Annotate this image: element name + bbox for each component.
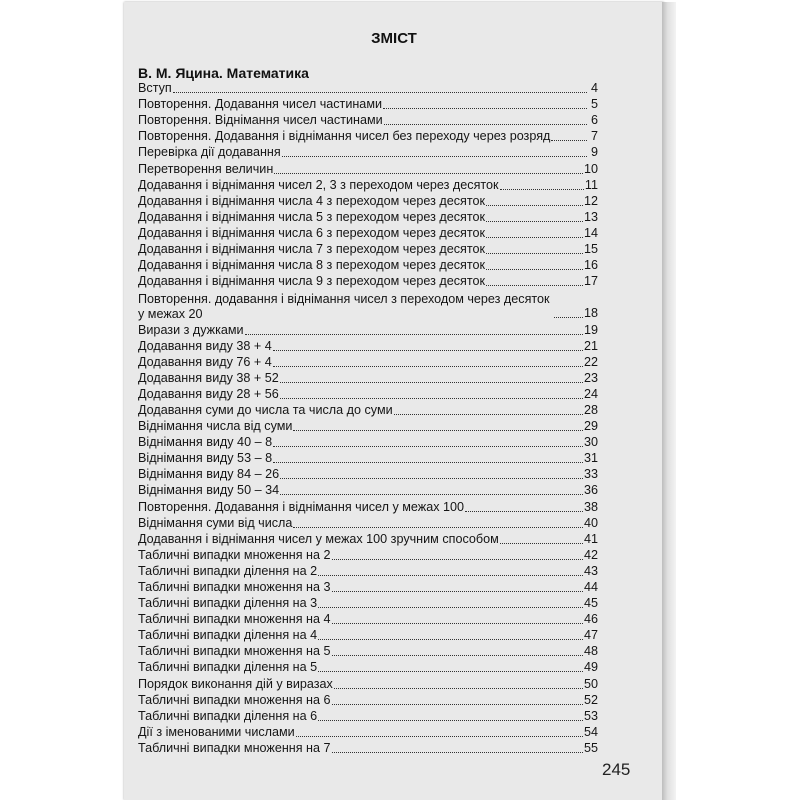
toc-entry-title: Перевірка дії додавання <box>138 145 281 160</box>
toc-entry <box>138 515 598 531</box>
toc-entry-title: Табличні випадки множення на 5 <box>138 644 331 659</box>
toc-entry-page: 15 <box>583 242 598 257</box>
toc-entry <box>138 96 598 112</box>
dot-leader <box>318 607 583 608</box>
toc-entry-title: Додавання і віднімання числа 8 з переходом через десяток <box>138 258 485 273</box>
dot-leader <box>318 671 583 672</box>
dot-leader <box>293 430 583 431</box>
toc-entry-page: 18 <box>583 306 598 321</box>
toc-entry-title: Додавання суми до числа та числа до суми <box>138 402 393 417</box>
toc-entry <box>138 386 598 402</box>
toc-entry-title: Табличні випадки ділення на 3 <box>138 596 318 611</box>
toc-entry-page: 16 <box>583 258 598 273</box>
toc-entry-title: Віднімання суми від числа <box>138 515 293 530</box>
toc-entry-page: 54 <box>583 724 598 739</box>
toc-entry-title: Додавання і віднімання числа 7 з переходом через десяток <box>138 242 485 257</box>
toc-entry <box>138 354 598 370</box>
toc-entry-title: Віднімання виду 84 – 26 <box>138 467 280 482</box>
toc-entry-page: 22 <box>583 354 598 369</box>
toc-entry <box>138 241 598 257</box>
toc-entry <box>138 659 598 675</box>
toc-entry-page: 4 <box>590 81 598 96</box>
toc-entry <box>138 675 598 691</box>
dot-leader <box>282 156 587 157</box>
toc-entry-title: Віднімання виду 53 – 8 <box>138 451 273 466</box>
toc-entry <box>138 128 598 144</box>
dot-leader <box>293 527 583 528</box>
toc-entry-title: Перетворення величин <box>138 161 274 176</box>
toc-entry <box>138 257 598 273</box>
toc-entry <box>138 209 598 225</box>
toc-entry-page: 48 <box>583 644 598 659</box>
toc-entry <box>138 708 598 724</box>
toc-entry-title: Віднімання виду 50 – 34 <box>138 483 280 498</box>
dot-leader <box>551 140 587 141</box>
dot-leader <box>280 382 583 383</box>
toc-entry <box>138 402 598 418</box>
toc-entry-title: Додавання виду 76 + 4 <box>138 354 272 369</box>
dot-leader <box>486 205 583 206</box>
dot-leader <box>332 704 583 705</box>
dot-leader <box>273 462 583 463</box>
dot-leader <box>486 253 583 254</box>
table-of-contents <box>138 80 598 756</box>
toc-entry-title: Додавання і віднімання чисел у межах 100 зручним способом <box>138 531 499 546</box>
dot-leader <box>332 752 583 753</box>
toc-entry-title: Табличні випадки множення на 2 <box>138 547 331 562</box>
toc-entry-title: Повторення. Додавання і віднімання чисел без переходу через розряд <box>138 129 551 144</box>
toc-entry-page: 36 <box>583 483 598 498</box>
toc-entry <box>138 225 598 241</box>
toc-entry <box>138 273 598 289</box>
toc-entry <box>138 627 598 643</box>
dot-leader <box>334 688 583 689</box>
toc-entry-page: 38 <box>583 499 598 514</box>
dot-leader <box>280 478 583 479</box>
dot-leader <box>296 736 583 737</box>
toc-entry-page: 6 <box>590 113 598 128</box>
dot-leader <box>394 414 583 415</box>
toc-entry-title: Табличні випадки множення на 3 <box>138 580 331 594</box>
dot-leader <box>500 543 583 544</box>
toc-entry-page: 29 <box>583 419 598 434</box>
dot-leader <box>280 398 583 399</box>
dot-leader <box>273 446 583 447</box>
toc-entry-title: Вступ <box>138 81 172 96</box>
toc-entry-page: 41 <box>583 531 598 546</box>
toc-entry-page: 44 <box>583 580 598 594</box>
toc-entry <box>138 595 598 611</box>
toc-entry-title: Табличні випадки ділення на 5 <box>138 660 318 675</box>
toc-entry-title: Повторення. Додавання чисел частинами <box>138 97 383 112</box>
dot-leader <box>384 124 587 125</box>
toc-entry-title: Повторення. Додавання і віднімання чисел у межах 100 <box>138 499 465 514</box>
toc-entry-page: 12 <box>583 193 598 208</box>
toc-entry-title: Табличні випадки ділення на 4 <box>138 628 318 643</box>
toc-entry-page: 52 <box>583 692 598 707</box>
toc-entry-title: Порядок виконання дій у виразах <box>138 676 333 691</box>
toc-entry <box>138 531 598 547</box>
toc-entry <box>138 547 598 563</box>
toc-entry-title: Табличні випадки множення на 4 <box>138 612 331 627</box>
toc-entry-page: 43 <box>583 563 598 578</box>
dot-leader <box>332 655 583 656</box>
page-title: ЗМІСТ <box>371 30 417 47</box>
toc-entry <box>138 112 598 128</box>
toc-entry <box>138 177 598 193</box>
toc-entry-title: Додавання виду 38 + 52 <box>138 370 279 385</box>
toc-entry-page: 24 <box>583 386 598 401</box>
dot-leader <box>332 559 583 560</box>
toc-entry-title: Повторення. Віднімання чисел частинами <box>138 113 383 128</box>
toc-entry-title: Віднімання виду 40 – 8 <box>138 435 273 450</box>
toc-entry-title: Повторення. додавання і віднімання чисел з переходом через десяток у межах 20 <box>138 292 550 321</box>
toc-entry <box>138 80 598 96</box>
dot-leader <box>465 511 583 512</box>
toc-entry-title: Табличні випадки множення на 6 <box>138 692 331 707</box>
toc-entry <box>138 498 598 514</box>
toc-entry-title: Додавання виду 28 + 56 <box>138 386 279 401</box>
dot-leader <box>273 366 583 367</box>
toc-entry-title: Табличні випадки ділення на 2 <box>138 563 318 578</box>
page-number: 245 <box>602 760 631 779</box>
toc-entry-title: Додавання і віднімання числа 5 з переходом через десяток <box>138 209 485 224</box>
toc-entry-page: 30 <box>583 435 598 450</box>
toc-entry <box>138 579 598 595</box>
toc-entry-title: Додавання і віднімання числа 4 з переходом через десяток <box>138 193 485 208</box>
toc-entry <box>138 482 598 498</box>
toc-entry-page: 13 <box>583 209 598 224</box>
dot-leader <box>273 350 583 351</box>
toc-entry-page: 53 <box>583 708 598 723</box>
toc-entry-title: Додавання і віднімання числа 6 з переходом через десяток <box>138 225 485 240</box>
toc-entry-page: 40 <box>583 515 598 530</box>
toc-entry-page: 45 <box>583 596 598 611</box>
dot-leader <box>486 269 583 270</box>
toc-entry <box>138 160 598 176</box>
toc-entry-page: 55 <box>583 740 598 755</box>
toc-entry-title: Дії з іменованими числами <box>138 724 295 739</box>
dot-leader <box>554 317 583 318</box>
dot-leader <box>173 92 587 93</box>
dot-leader <box>318 639 583 640</box>
toc-entry-page: 19 <box>583 322 598 337</box>
toc-entry-page: 17 <box>583 274 598 289</box>
toc-entry-page: 14 <box>583 225 598 240</box>
page-edge <box>662 2 676 800</box>
toc-entry-page: 33 <box>583 467 598 482</box>
dot-leader <box>274 173 583 174</box>
toc-entry <box>138 563 598 579</box>
toc-entry <box>138 643 598 659</box>
toc-entry <box>138 450 598 466</box>
toc-entry-page: 7 <box>590 129 598 144</box>
toc-entry <box>138 321 598 337</box>
toc-entry <box>138 434 598 450</box>
toc-entry-page: 9 <box>590 145 598 160</box>
toc-entry-page: 11 <box>584 177 598 192</box>
section-heading: В. М. Яцина. Математика <box>138 65 309 81</box>
toc-entry <box>138 289 598 321</box>
toc-entry-title: Вирази з дужками <box>138 322 244 337</box>
toc-entry-title: Додавання і віднімання числа 9 з переходом через десяток <box>138 274 485 289</box>
toc-entry-page: 23 <box>583 370 598 385</box>
toc-entry-page: 28 <box>583 402 598 417</box>
toc-entry-title: Додавання виду 38 + 4 <box>138 338 272 353</box>
toc-entry-page: 21 <box>583 338 598 353</box>
dot-leader <box>332 623 583 624</box>
dot-leader <box>245 334 583 335</box>
dot-leader <box>486 237 583 238</box>
toc-entry <box>138 144 598 160</box>
toc-entry-title: Додавання і віднімання чисел 2, 3 з переходом через десяток <box>138 177 499 192</box>
toc-entry <box>138 724 598 740</box>
toc-entry-page: 42 <box>583 547 598 562</box>
dot-leader <box>332 591 583 592</box>
toc-entry <box>138 338 598 354</box>
dot-leader <box>500 189 584 190</box>
dot-leader <box>318 720 583 721</box>
toc-entry-title: Табличні випадки множення на 7 <box>138 740 331 755</box>
toc-entry-page: 5 <box>590 97 598 112</box>
dot-leader <box>383 108 587 109</box>
toc-entry-page: 49 <box>583 660 598 675</box>
toc-entry <box>138 740 598 756</box>
toc-entry <box>138 418 598 434</box>
toc-entry <box>138 370 598 386</box>
toc-entry-page: 10 <box>583 161 598 176</box>
dot-leader <box>318 575 583 576</box>
toc-entry-page: 46 <box>583 612 598 627</box>
toc-entry-page: 50 <box>583 676 598 691</box>
toc-entry-title: Табличні випадки ділення на 6 <box>138 708 318 723</box>
dot-leader <box>280 494 583 495</box>
toc-entry <box>138 466 598 482</box>
toc-entry <box>138 611 598 627</box>
toc-entry <box>138 692 598 708</box>
toc-entry-page: 47 <box>583 628 598 643</box>
toc-entry-title: Віднімання числа від суми <box>138 419 293 434</box>
dot-leader <box>486 285 583 286</box>
dot-leader <box>486 221 583 222</box>
toc-entry <box>138 193 598 209</box>
toc-entry-page: 31 <box>583 451 598 466</box>
